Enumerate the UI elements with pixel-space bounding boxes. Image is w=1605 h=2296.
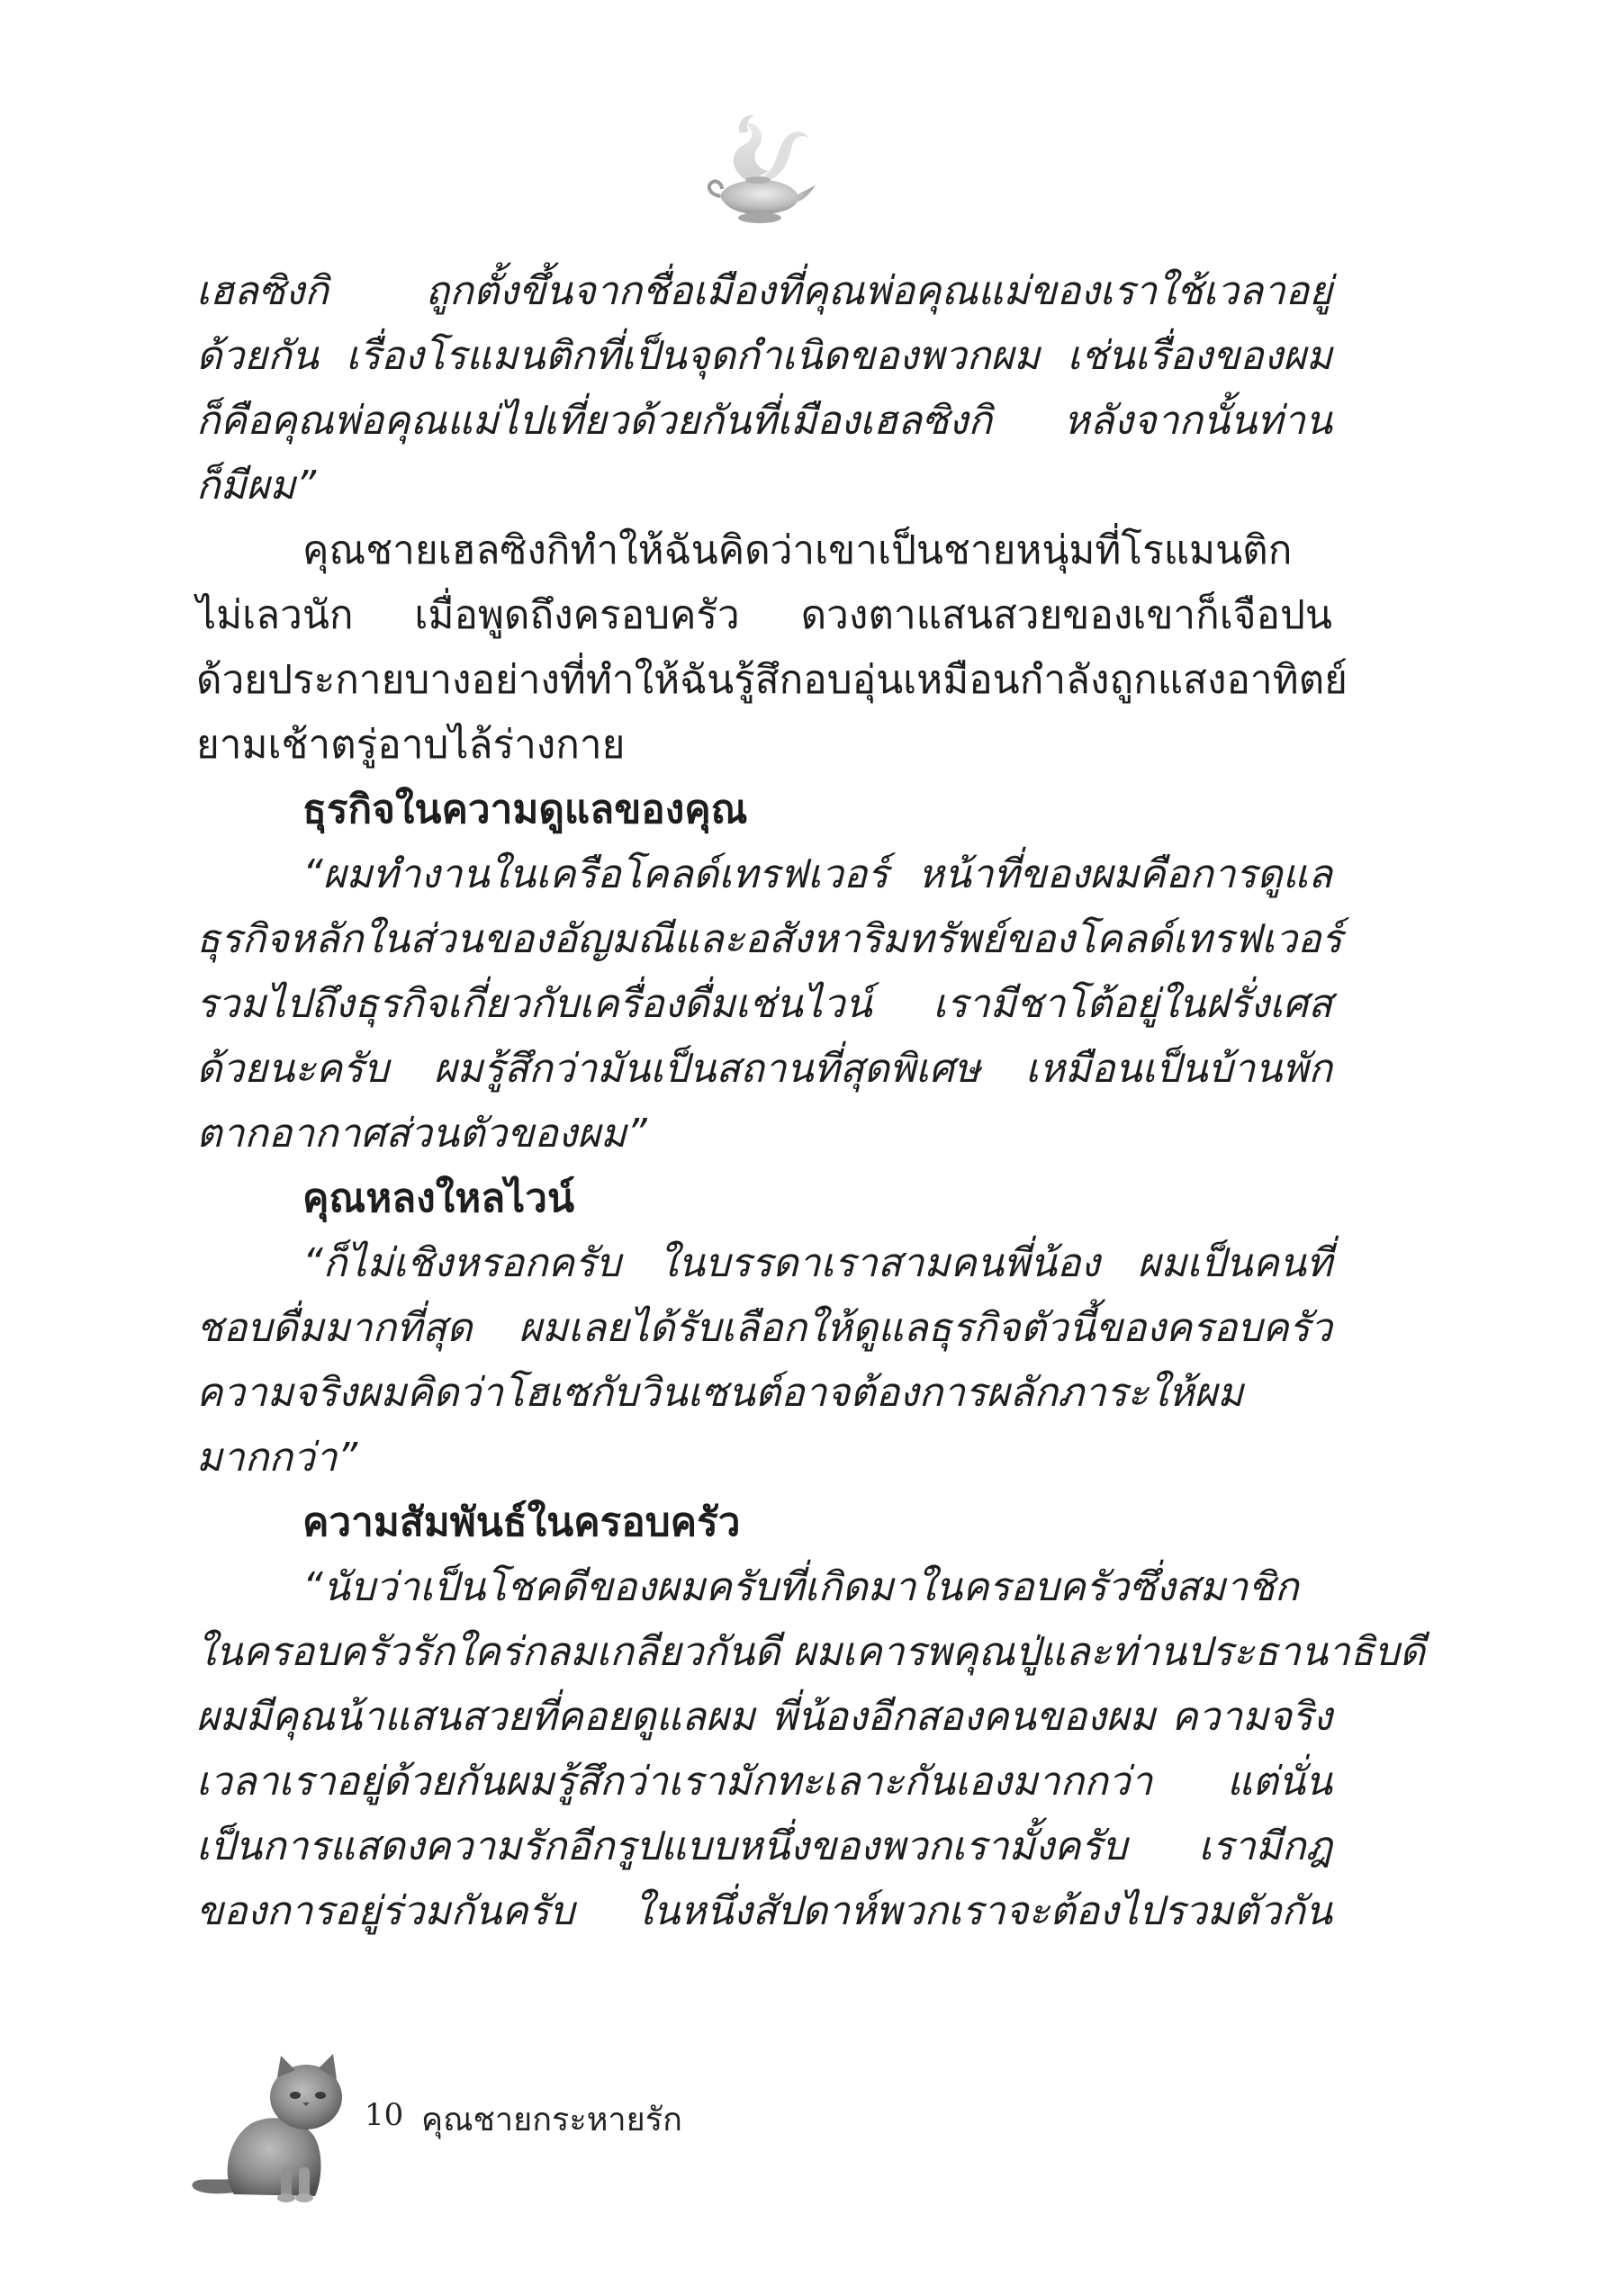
text-line: “นับว่าเป็นโชคดีของผมครับที่เกิดมาในครอบครัวซึ่งสมาชิก (302, 1564, 1299, 1610)
section-heading: ความสัมพันธ์ในครอบครัว (302, 1499, 741, 1545)
text-line: ของการอยู่ร่วมกันครับ ในหนึ่งสัปดาห์พวกเราจะต้องไปรวมตัวกัน (196, 1888, 1332, 1934)
section-heading: คุณหลงใหลไวน์ (302, 1175, 575, 1221)
text-line: ความจริงผมคิดว่าโฮเซกับวินเซนต์อาจต้องการผลักภาระให้ผม (196, 1370, 1244, 1416)
text-line: ไม่เลวนัก เมื่อพูดถึงครอบครัว ดวงตาแสนสวยของเขาก็เจือปน (196, 592, 1332, 638)
text-line: เฮลซิงกิ ถูกตั้งขึ้นจากชื่อเมืองที่คุณพ่อคุณแม่ของเราใช้เวลาอยู่ (196, 268, 1332, 314)
text-line: มากกว่า” (196, 1435, 358, 1481)
text-line: เวลาเราอยู่ด้วยกันผมรู้สึกว่าเรามักทะเลาะกันเองมากกว่า แต่นั่น (196, 1759, 1332, 1805)
text-line: ด้วยกัน เรื่องโรแมนติกที่เป็นจุดกำเนิดของพวกผม เช่นเรื่องของผม (196, 333, 1332, 379)
text-line: ก็คือคุณพ่อคุณแม่ไปเที่ยวด้วยกันที่เมืองเฮลซิงกิ หลังจากนั้นท่าน (196, 398, 1332, 444)
page-footer (180, 2041, 810, 2221)
text-line: คุณชายเฮลซิงกิทำให้ฉันคิดว่าเขาเป็นชายหนุ่มที่โรแมนติก (302, 527, 1293, 573)
text-line: ในครอบครัวรักใคร่กลมเกลียวกันดี ผมเคารพคุณปู่และท่านประธานาธิบดี (196, 1629, 1426, 1675)
text-line: ก็มีผม” (196, 463, 317, 509)
text-line: “ก็ไม่เชิงหรอกครับ ในบรรดาเราสามคนพี่น้อง ผมเป็นคนที่ (302, 1240, 1332, 1286)
body-text (196, 259, 1426, 1944)
text-line: ชอบดื่มมากที่สุด ผมเลยได้รับเลือกให้ดูแลธุรกิจตัวนี้ของครอบครัว (196, 1305, 1332, 1351)
text-line: ธุรกิจหลักในส่วนของอัญมณีและอสังหาริมทรัพย์ของโคลด์เทรฟเวอร์ (196, 916, 1343, 962)
book-title: คุณชายกระหายรัก (421, 2102, 682, 2138)
text-line: ผมมีคุณน้าแสนสวยที่คอยดูแลผม พี่น้องอีกสองคนของผม ความจริง (196, 1694, 1332, 1740)
text-line: เป็นการแสดงความรักอีกรูปแบบหนึ่งของพวกเรามั้งครับ เรามีกฎ (196, 1823, 1332, 1869)
text-line: ยามเช้าตรู่อาบไล้ร่างกาย (196, 722, 626, 768)
text-line: ด้วยประกายบางอย่างที่ทำให้ฉันรู้สึกอบอุ่นเหมือนกำลังถูกแสงอาทิตย์ (196, 657, 1348, 703)
text-line: ตากอากาศส่วนตัวของผม” (196, 1111, 647, 1157)
magic-lamp-icon (693, 99, 828, 234)
text-line: รวมไปถึงธุรกิจเกี่ยวกับเครื่องดื่มเช่นไวน์ เรามีชาโต้อยู่ในฝรั่งเศส (196, 981, 1332, 1027)
cat-icon (180, 2041, 360, 2208)
text-line: “ผมทำงานในเครือโคลด์เทรฟเวอร์ หน้าที่ของผมคือการดูแล (302, 851, 1332, 897)
text-line: ด้วยนะครับ ผมรู้สึกว่ามันเป็นสถานที่สุดพิเศษ เหมือนเป็นบ้านพัก (196, 1046, 1332, 1092)
page-number: 10 (365, 2097, 404, 2133)
section-heading: ธุรกิจในความดูแลของคุณ (302, 787, 748, 833)
